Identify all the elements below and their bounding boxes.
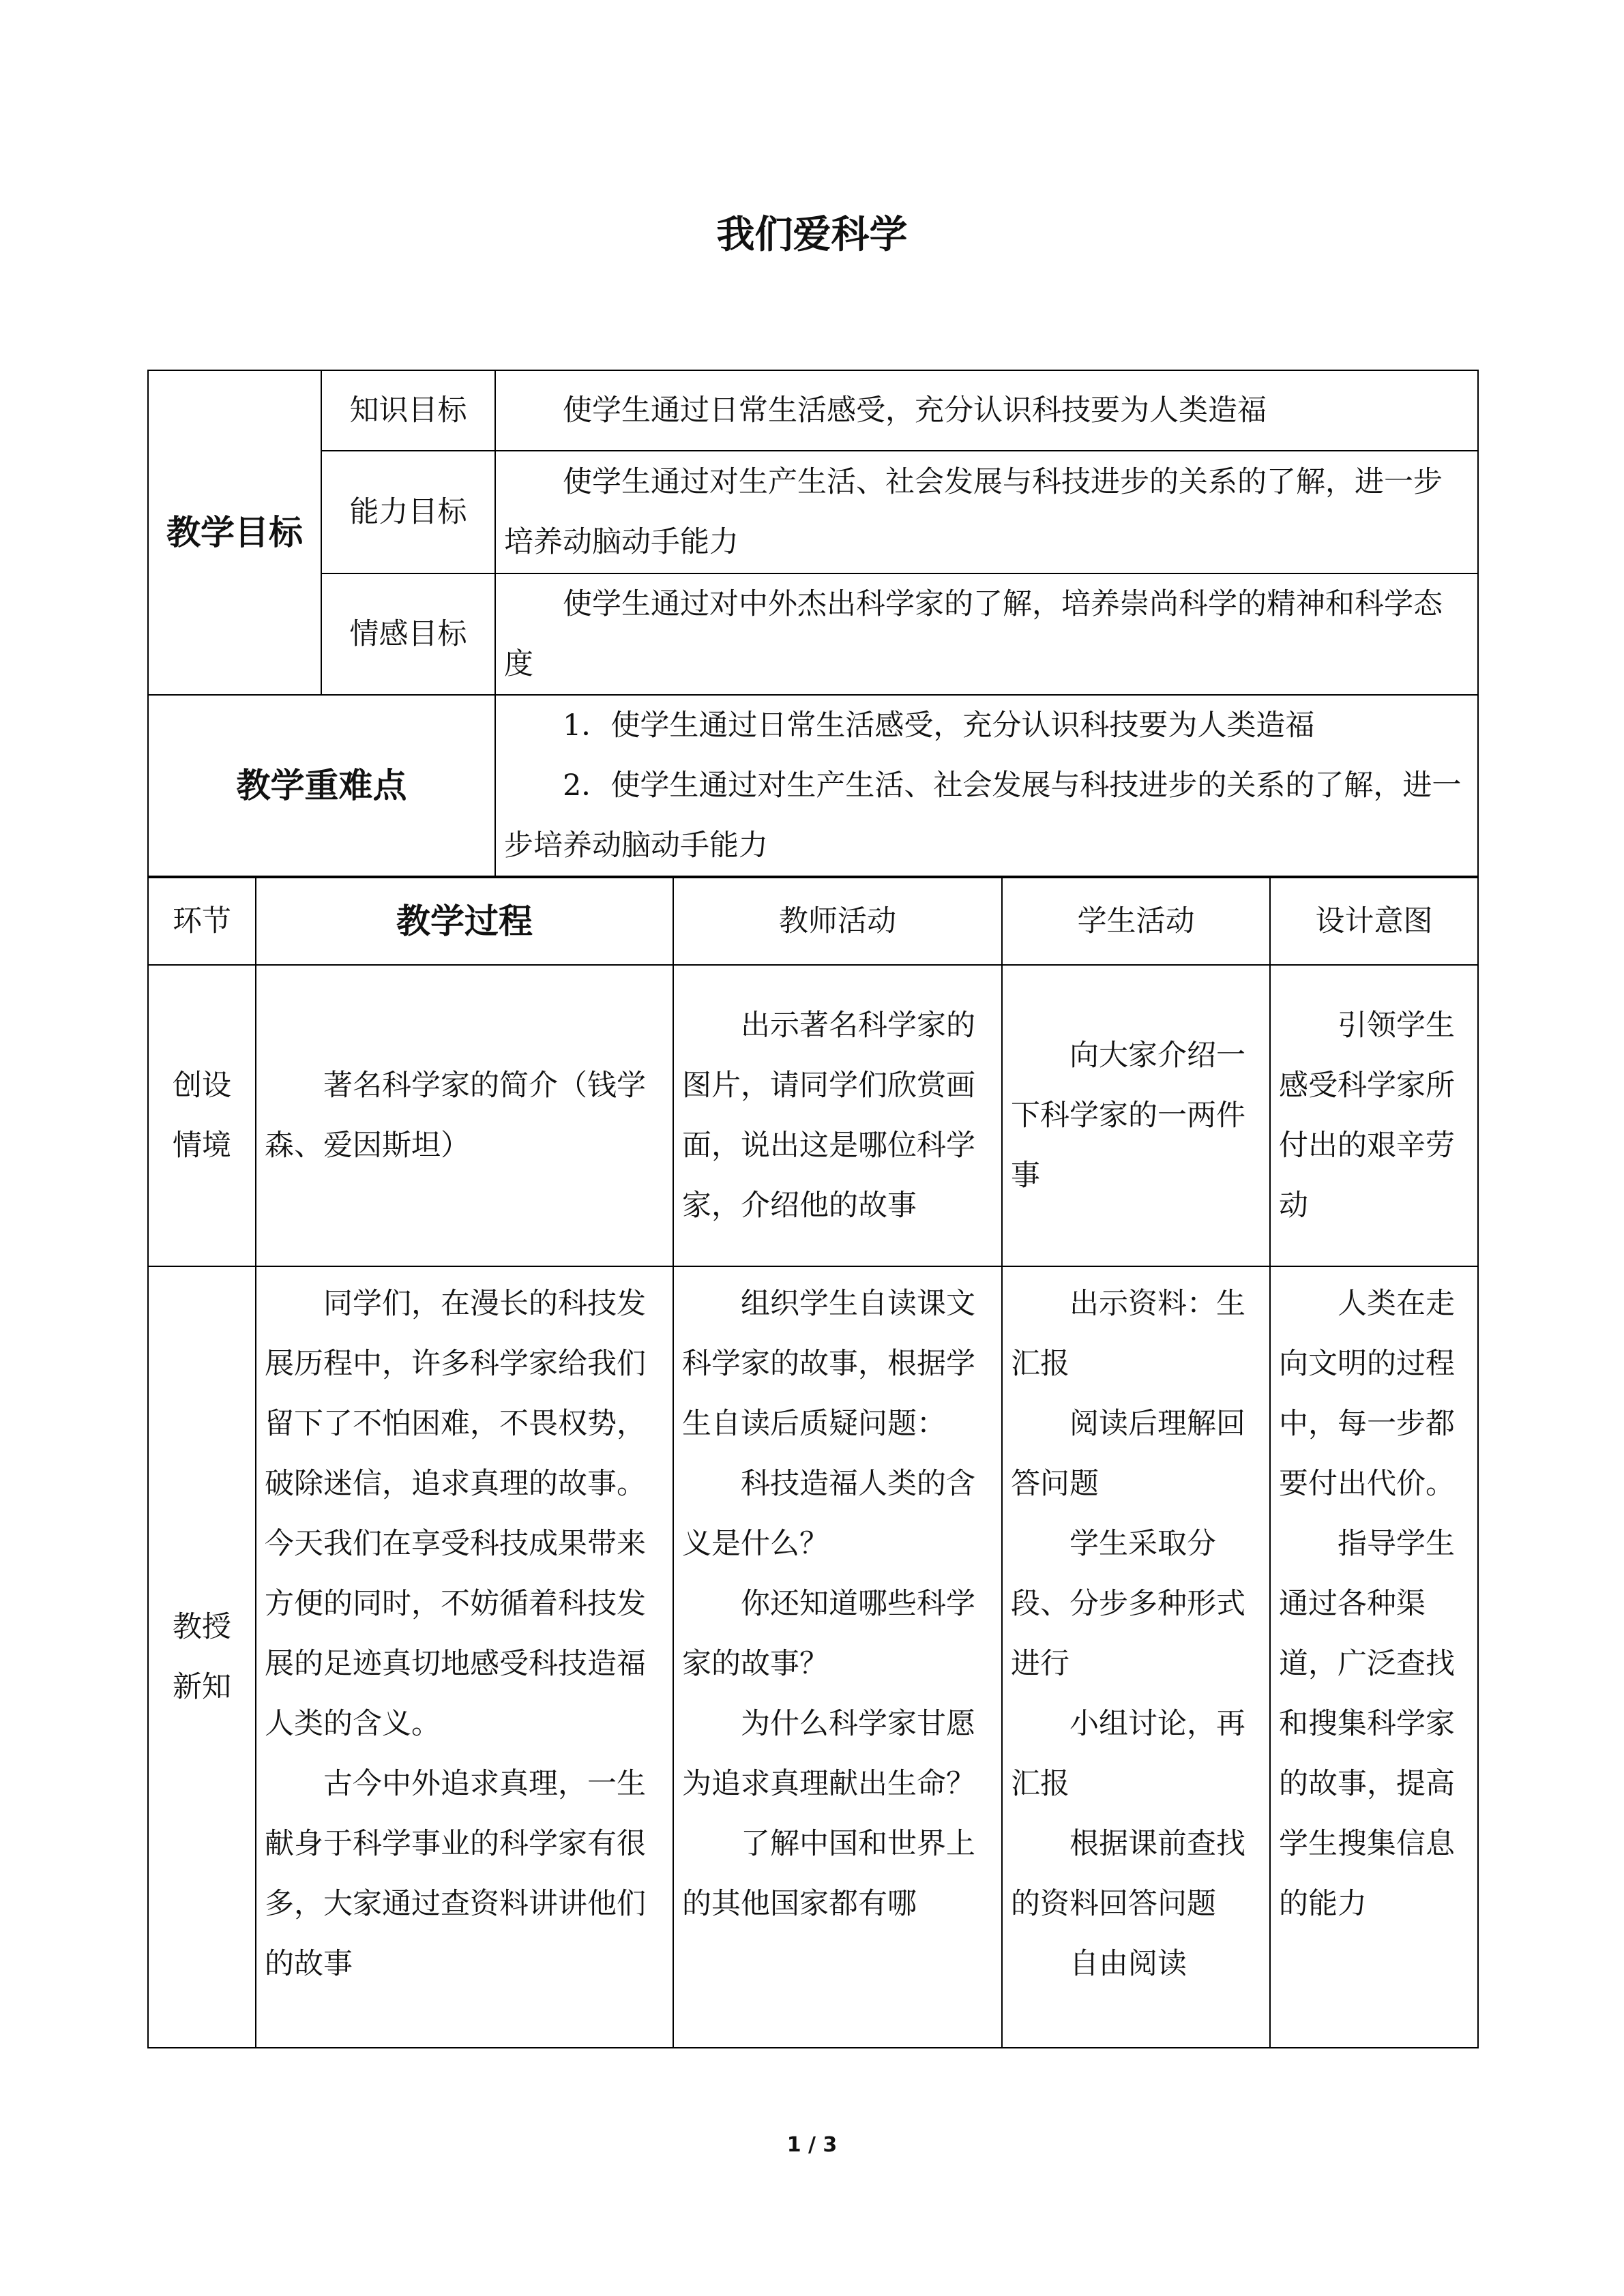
- key-points-content: [495, 695, 1478, 876]
- goal-text-knowledge: 使学生通过日常生活感受，充分认识科技要为人类造福: [495, 370, 1478, 451]
- col-header-teacher: 教师活动: [673, 878, 1002, 965]
- col-header-process: 教学过程: [256, 878, 673, 965]
- goal-label-emotion: 情感目标: [321, 573, 495, 695]
- content-cell: 著名科学家的简介（钱学森、爱因斯坦）: [256, 965, 673, 1266]
- page-number: 1 / 3: [786, 2133, 838, 2157]
- col-header-student: 学生活动: [1002, 878, 1270, 965]
- student-cell: 出示资料：生汇报 阅读后理解回答问题 学生采取分段、分步多种形式进行 小组讨论，再汇报 根据课前查找的资料回答问题 自由阅读: [1002, 1266, 1270, 2048]
- stage-cell: 创设情境: [148, 965, 256, 1266]
- key-points-header: 教学重难点: [148, 695, 495, 876]
- intent-cell: 人类在走向文明的过程中，每一步都要付出代价。 指导学生通过各种渠道，广泛查找和搜集科学家的故事，提高学生搜集信息的能力: [1270, 1266, 1478, 2048]
- goals-header: 教学目标: [148, 370, 321, 695]
- intent-cell: 引领学生感受科学家所付出的艰辛劳动: [1270, 965, 1478, 1266]
- goal-label-ability: 能力目标: [321, 451, 495, 573]
- goal-text-ability: 使学生通过对生产生活、社会发展与科技进步的关系的了解，进一步培养动脑动手能力: [495, 451, 1478, 573]
- key-point-item: 1．使学生通过日常生活感受，充分认识科技要为人类造福: [563, 709, 1315, 743]
- col-header-stage: 环节: [148, 878, 256, 965]
- stage-cell: 教授新知: [148, 1266, 256, 2048]
- teacher-cell: 组织学生自读课文科学家的故事，根据学生自读后质疑问题： 科技造福人类的含义是什么？ 你还知道哪些科学家的故事？ 为什么科学家甘愿为追求真理献出生命？ 了解中国和世界上的其他国家都有哪: [673, 1266, 1002, 2048]
- goal-label-knowledge: 知识目标: [321, 370, 495, 451]
- process-table: [147, 877, 1479, 2048]
- content-cell: 同学们，在漫长的科技发展历程中，许多科学家给我们留下了不怕困难，不畏权势，破除迷信，追求真理的故事。今天我们在享受科技成果带来方便的同时，不妨循着科技发展的足迹真切地感受科技造福人类的含义。 古今中外追求真理，一生献身于科学事业的科学家有很多，大家通过查资料讲讲他们的故事: [256, 1266, 673, 2048]
- col-header-intent: 设计意图: [1270, 878, 1478, 965]
- document-title: 我们爱科学: [716, 213, 908, 257]
- goals-table: [147, 370, 1479, 877]
- key-point-item: 2．使学生通过对生产生活、社会发展与科技进步的关系的了解，进一步培养动脑动手能力: [504, 769, 1462, 863]
- student-cell: 向大家介绍一下科学家的一两件事: [1002, 965, 1270, 1266]
- teacher-cell: 出示著名科学家的图片，请同学们欣赏画面，说出这是哪位科学家，介绍他的故事: [673, 965, 1002, 1266]
- goal-text-emotion: 使学生通过对中外杰出科学家的了解，培养崇尚科学的精神和科学态度: [495, 573, 1478, 695]
